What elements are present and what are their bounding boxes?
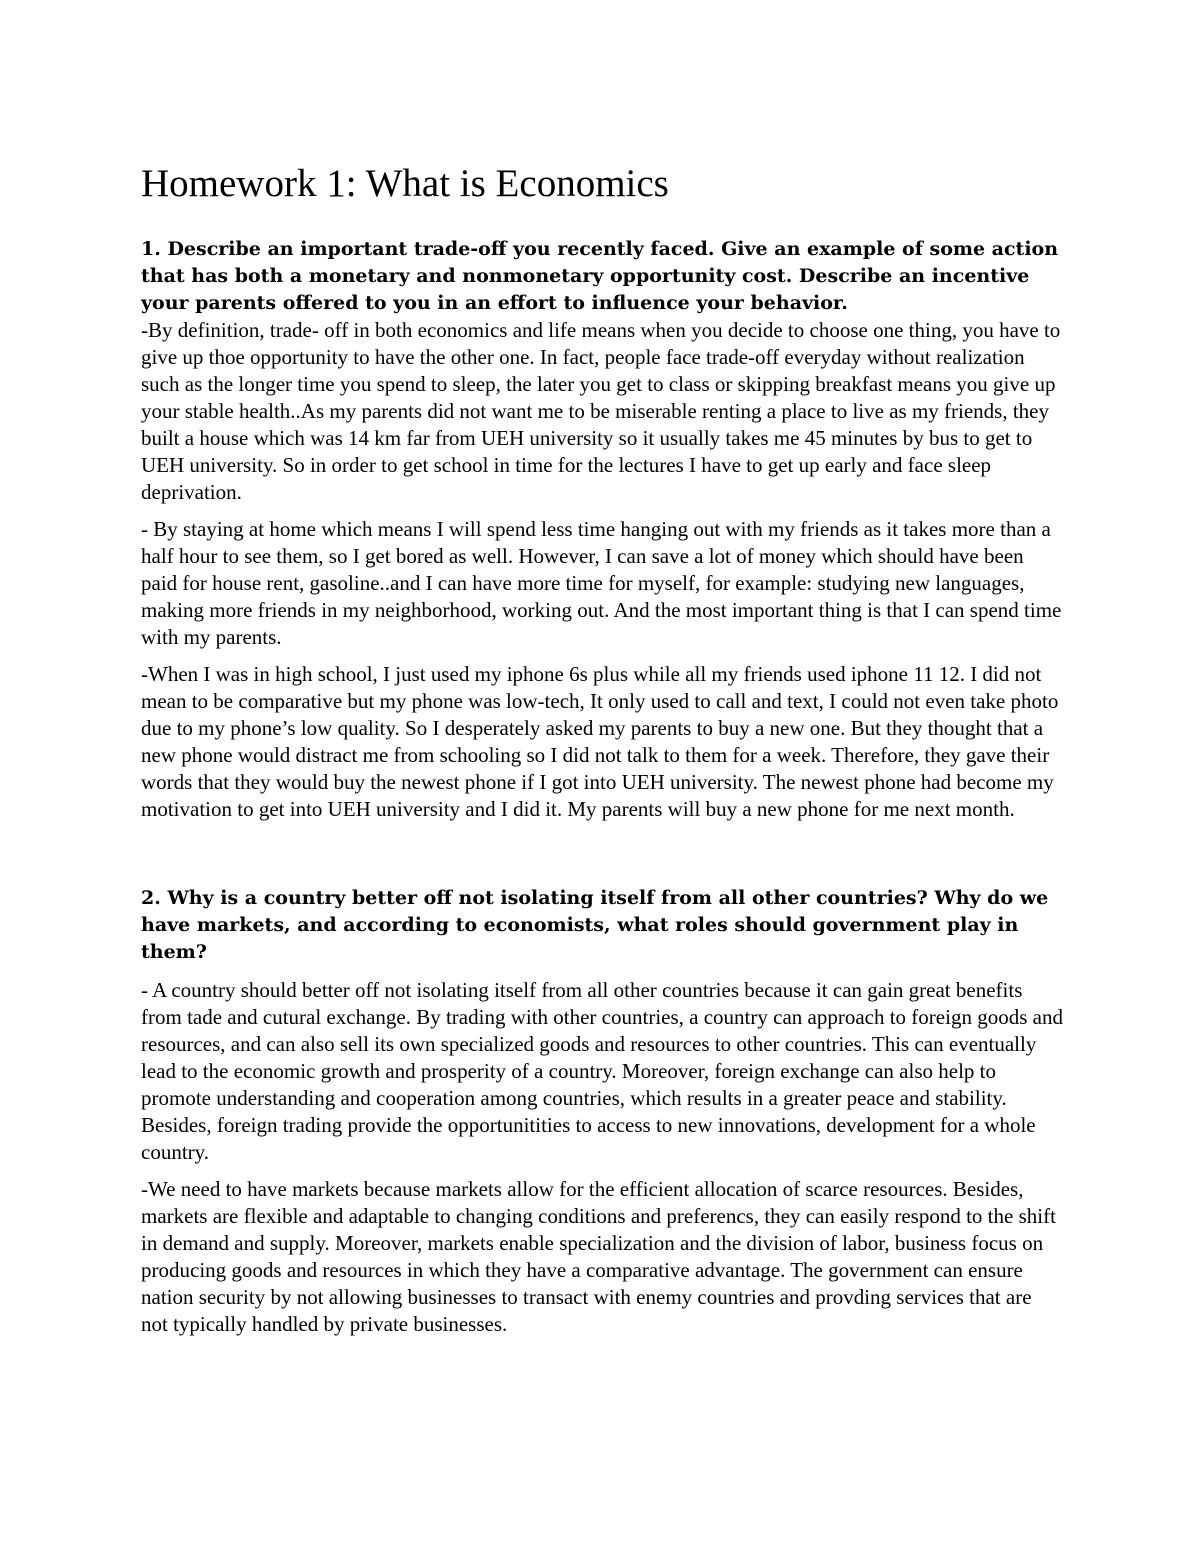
question-2-answer-1: - A country should better off not isolating itself from all other countries because it can gain great benefits from tade and cutural exchange. By trading with other countries, a country can approach to foreign goods and resources, and can also sell its own specialized goods and resources to other countries. This can eventually lead to the economic growth and prosperity of a country. Moreover, foreign exchange can also help to promote understanding and cooperation among countries, which results in a greater peace and stability. Besides, foreign trading provide the opportunitities to access to new innovations, development for a whole country. bbox=[141, 978, 1063, 1164]
question-1: 1. Describe an important trade-off you recently faced. Give an example of some action that has both a monetary and nonmonetary opportunity cost. Describe an incentive your parents offered to you in an effort to influence your behavior. bbox=[141, 238, 1059, 314]
document-page bbox=[141, 160, 1063, 1338]
question-1-answer-1: -By definition, trade- off in both economics and life means when you decide to choose one thing, you have to give up thoe opportunity to have the other one. In fact, people face trade-off everyday without realization such as the longer time you spend to sleep, the later you get to class or skipping breakfast means you give up your stable health..As my parents did not want me to be miserable renting a place to live as my friends, they built a house which was 14 km far from UEH university so it usually takes me 45 minutes by bus to get to UEH university. So in order to get school in time for the lectures I have to get up early and face sleep deprivation. bbox=[141, 318, 1061, 504]
question-2: 2. Why is a country better off not isolating itself from all other countries? Why do we have markets, and according to economists, what roles should government play in them? bbox=[141, 887, 1049, 963]
question-1-answer-2: - By staying at home which means I will spend less time hanging out with my friends as it takes more than a half hour to see them, so I get bored as well. However, I can save a lot of money which should have been paid for house rent, gasoline..and I can have more time for myself, for example: studying new languages, making more friends in my neighborhood, working out. And the most important thing is that I can spend time with my parents. bbox=[141, 517, 1062, 649]
question-1-answer-3: -When I was in high school, I just used my iphone 6s plus while all my friends used iphone 11 12. I did not mean to be comparative but my phone was low-tech, It only used to call and text, I could not even take photo due to my phone’s low quality. So I desperately asked my parents to buy a new one. But they thought that a new phone would distract me from schooling so I did not talk to them for a week. Therefore, they gave their words that they would buy the newest phone if I got into UEH university. The newest phone had become my motivation to get into UEH university and I did it. My parents will buy a new phone for me next month. bbox=[141, 662, 1059, 821]
document-title: Homework 1: What is Economics bbox=[141, 162, 669, 205]
question-2-answer-2: -We need to have markets because markets allow for the efficient allocation of scarce resources. Besides, markets are flexible and adaptable to changing conditions and preferencs, they can easily respond to the shift in demand and supply. Moreover, markets enable specialization and the division of labor, business focus on producing goods and resources in which they have a comparative advantage. The government can ensure nation security by not allowing businesses to transact with enemy countries and provding services that are not typically handled by private businesses. bbox=[141, 1177, 1056, 1336]
